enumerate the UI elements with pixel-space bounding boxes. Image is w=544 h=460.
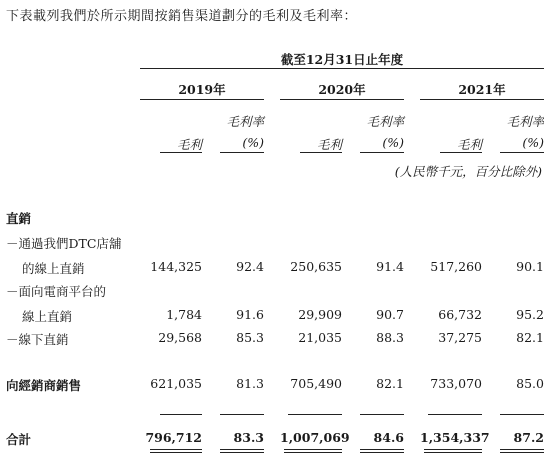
total-double-rule-d2 xyxy=(360,452,404,453)
row-offline-margin-2020: 88.3 xyxy=(376,330,404,345)
total-top-rule-margin-2020 xyxy=(360,414,404,415)
total-gp-2019: 796,712 xyxy=(145,430,202,445)
total-double-rule-f2 xyxy=(500,452,544,453)
margin-rule-2019 xyxy=(220,152,264,153)
row-ecom-gp-2019: 1,784 xyxy=(166,307,202,322)
total-double-rule-f1 xyxy=(500,449,544,450)
row-distributor-label: 向經銷商銷售 xyxy=(6,378,82,393)
total-double-rule-c1 xyxy=(284,449,342,450)
row-distributor-gp-2021: 733,070 xyxy=(430,376,482,391)
total-double-rule-a2 xyxy=(150,452,202,453)
row-offline-label: －線下直銷 xyxy=(6,332,69,347)
row-dtc-margin-2019: 92.4 xyxy=(236,259,264,274)
row-ecom-margin-2021: 95.2 xyxy=(516,307,544,322)
margin-rule-2020 xyxy=(360,152,404,153)
row-offline-gp-2019: 29,568 xyxy=(158,330,202,345)
currency-note: (人民幣千元，百分比除外) xyxy=(394,164,542,179)
total-double-rule-b2 xyxy=(220,452,264,453)
row-dtc-label-line1: －通過我們DTC店舖 xyxy=(6,236,122,251)
total-gp-2020: 1,007,069 xyxy=(280,430,350,445)
year-2021-rule xyxy=(420,99,544,100)
total-label: 合計 xyxy=(6,432,32,447)
total-top-rule-gp-2020 xyxy=(288,414,342,415)
margin-rule-2021 xyxy=(500,152,544,153)
row-distributor-margin-2020: 82.1 xyxy=(376,376,404,391)
total-top-rule-gp-2021 xyxy=(428,414,482,415)
gp-rule-2021 xyxy=(440,152,482,153)
row-dtc-label-line2: 的線上直銷 xyxy=(22,261,85,276)
period-rule xyxy=(140,68,544,69)
row-ecom-gp-2020: 29,909 xyxy=(298,307,342,322)
gp-rule-2019 xyxy=(160,152,202,153)
row-distributor-gp-2019: 621,035 xyxy=(150,376,202,391)
row-offline-margin-2019: 85.3 xyxy=(236,330,264,345)
row-ecom-label-line1: －面向電商平台的 xyxy=(6,284,107,299)
gp-header-2021: 毛利 xyxy=(456,137,482,152)
row-dtc-margin-2021: 90.1 xyxy=(516,259,544,274)
row-dtc-gp-2021: 517,260 xyxy=(430,259,482,274)
row-offline-margin-2021: 82.1 xyxy=(516,330,544,345)
row-ecom-margin-2020: 90.7 xyxy=(376,307,404,322)
gp-header-2019: 毛利 xyxy=(176,137,202,152)
margin-header-2019: 毛利率 xyxy=(226,114,264,129)
row-dtc-margin-2020: 91.4 xyxy=(376,259,404,274)
total-margin-2021: 87.2 xyxy=(513,430,544,445)
margin-unit-2020: (%) xyxy=(382,135,404,150)
total-double-rule-a1 xyxy=(150,449,202,450)
row-distributor-gp-2020: 705,490 xyxy=(290,376,342,391)
gp-rule-2020 xyxy=(300,152,342,153)
total-double-rule-e2 xyxy=(424,452,482,453)
total-double-rule-b1 xyxy=(220,449,264,450)
total-double-rule-d1 xyxy=(360,449,404,450)
intro-text: 下表載列我們於所示期間按銷售渠道劃分的毛利及毛利率： xyxy=(6,9,358,24)
margin-header-2020: 毛利率 xyxy=(366,114,404,129)
row-offline-gp-2020: 21,035 xyxy=(298,330,342,345)
total-double-rule-c2 xyxy=(284,452,342,453)
row-ecom-gp-2021: 66,732 xyxy=(438,307,482,322)
margin-unit-2019: (%) xyxy=(242,135,264,150)
year-2020-header: 2020年 xyxy=(318,82,366,97)
row-offline-gp-2021: 37,275 xyxy=(438,330,482,345)
total-top-rule-margin-2021 xyxy=(500,414,544,415)
row-ecom-margin-2019: 91.6 xyxy=(236,307,264,322)
row-distributor-margin-2019: 81.3 xyxy=(236,376,264,391)
total-gp-2021: 1,354,337 xyxy=(420,430,490,445)
year-2021-header: 2021年 xyxy=(458,82,506,97)
margin-header-2021: 毛利率 xyxy=(506,114,544,129)
row-distributor-margin-2021: 85.0 xyxy=(516,376,544,391)
gp-header-2020: 毛利 xyxy=(316,137,342,152)
total-margin-2020: 84.6 xyxy=(373,430,404,445)
year-2019-header: 2019年 xyxy=(178,82,226,97)
row-ecom-label-line2: 線上直銷 xyxy=(22,309,73,324)
total-margin-2019: 83.3 xyxy=(233,430,264,445)
row-dtc-gp-2020: 250,635 xyxy=(290,259,342,274)
total-double-rule-e1 xyxy=(424,449,482,450)
margin-unit-2021: (%) xyxy=(522,135,544,150)
period-header: 截至12月31日止年度 xyxy=(280,52,404,67)
total-top-rule-margin-2019 xyxy=(220,414,264,415)
total-top-rule-gp-2019 xyxy=(160,414,202,415)
year-2019-rule xyxy=(140,99,264,100)
year-2020-rule xyxy=(280,99,404,100)
row-dtc-gp-2019: 144,325 xyxy=(150,259,202,274)
section-direct-sales: 直銷 xyxy=(6,211,32,226)
